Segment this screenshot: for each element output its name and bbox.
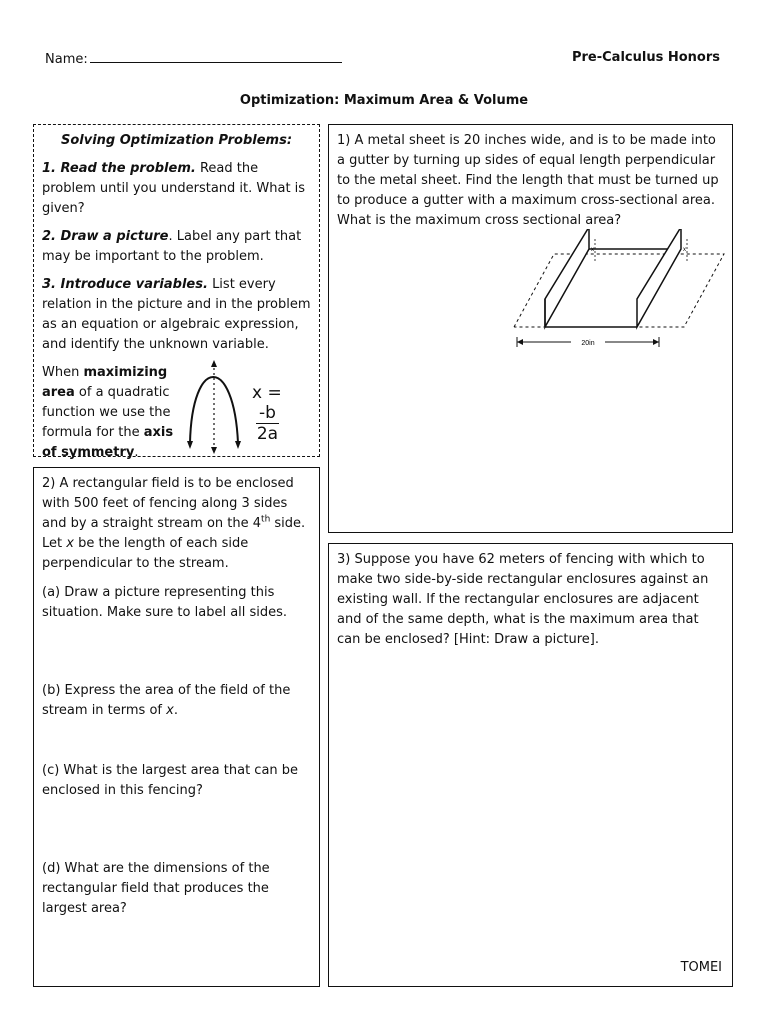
vertex-formula — [252, 383, 311, 444]
problem-2-intro — [42, 474, 311, 574]
problem-2-part-d: (d) What are the dimensions of the rectangular field that produces the largest area? — [42, 861, 270, 916]
steps-title: Solving Optimization Problems: — [60, 133, 293, 148]
steps-box — [33, 124, 320, 460]
gutter-diagram — [509, 229, 739, 359]
max-note-text — [42, 363, 180, 463]
problem-2-intro-sup: th — [261, 514, 271, 525]
max-note-maximizing-area: maximizing area — [42, 365, 168, 400]
course-title: Pre-Calculus Honors — [571, 50, 720, 65]
step-2-lead: 2. Draw a picture — [42, 229, 169, 244]
problem-2-part-b-pre: (b) Express the area of the field of the stream in terms of — [42, 683, 291, 718]
step-2 — [42, 227, 311, 267]
problem-1-box — [328, 124, 733, 533]
formula-fraction — [256, 403, 279, 444]
step-3-text: List every relation in the picture and in the problem as an equation or algebraic expression, and identify the unknown variable. — [42, 277, 311, 352]
formula-numerator: -b — [256, 403, 279, 424]
problem-3-text: 3) Suppose you have 62 meters of fencing with which to make two side-by-side rectangular enclosures against an existing wall. If the rectangular enclosures are adjacent and of the same depth, what is the maximum area that can be enclosed? [Hint: Draw a picture]. — [337, 552, 709, 647]
max-note-when: When — [42, 365, 84, 380]
problem-2-box — [33, 467, 320, 987]
formula-lhs: x = — [252, 383, 282, 403]
step-1 — [42, 159, 311, 219]
formula-denominator: 2a — [256, 424, 279, 444]
page-title: Optimization: Maximum Area & Volume — [239, 93, 529, 108]
gutter-side-label-right: x — [683, 247, 686, 253]
problem-2-part-b — [42, 681, 312, 721]
parabola-icon — [182, 359, 246, 455]
problem-3-box — [328, 543, 733, 987]
max-note-axis: axis of symmetry — [42, 425, 174, 460]
step-1-text: Read the problem until you understand it. What is given? — [42, 161, 306, 216]
problem-2-part-b-end: . — [173, 703, 178, 718]
problem-2-part-c: (c) What is the largest area that can be enclosed in this fencing? — [42, 763, 299, 798]
problem-2-part-b-var: x — [166, 703, 174, 718]
gutter-width-label: 20in — [581, 340, 595, 347]
name-field[interactable] — [45, 48, 342, 70]
problem-2-intro-b: side. Let — [42, 516, 306, 551]
step-1-lead: 1. Read the problem. — [42, 161, 196, 176]
problem-1-text: 1) A metal sheet is 20 inches wide, and is to be made into a gutter by turning up sides of equal length perpendicular to the metal sheet. Find the length that must be turned up to produce a gutter with a maximum cross-sectional area. What is the maximum cross sectional area? — [337, 133, 719, 228]
axis-of-symmetry-note — [42, 363, 311, 463]
problem-2-intro-a: 2) A rectangular field is to be enclosed with 500 feet of fencing along 3 sides and by a straight stream on the 4 — [42, 476, 294, 531]
step-3 — [42, 275, 311, 355]
problem-2-intro-c: be the length of each side perpendicular to the stream. — [42, 536, 249, 571]
step-2-text: . Label any part that may be important to the problem. — [42, 229, 302, 264]
name-blank-line[interactable] — [90, 48, 342, 63]
gutter-side-label-left: x — [591, 247, 594, 253]
problem-2-var: x — [66, 536, 74, 551]
name-label: Name: — [45, 52, 88, 67]
max-note-end: . — [134, 445, 139, 460]
step-3-lead: 3. Introduce variables. — [42, 277, 208, 292]
max-note-mid: of a quadratic function we use the formula for the — [42, 385, 171, 440]
author-signature: TOMEI — [680, 960, 722, 975]
problem-2-part-a: (a) Draw a picture representing this situation. Make sure to label all sides. — [42, 585, 288, 620]
